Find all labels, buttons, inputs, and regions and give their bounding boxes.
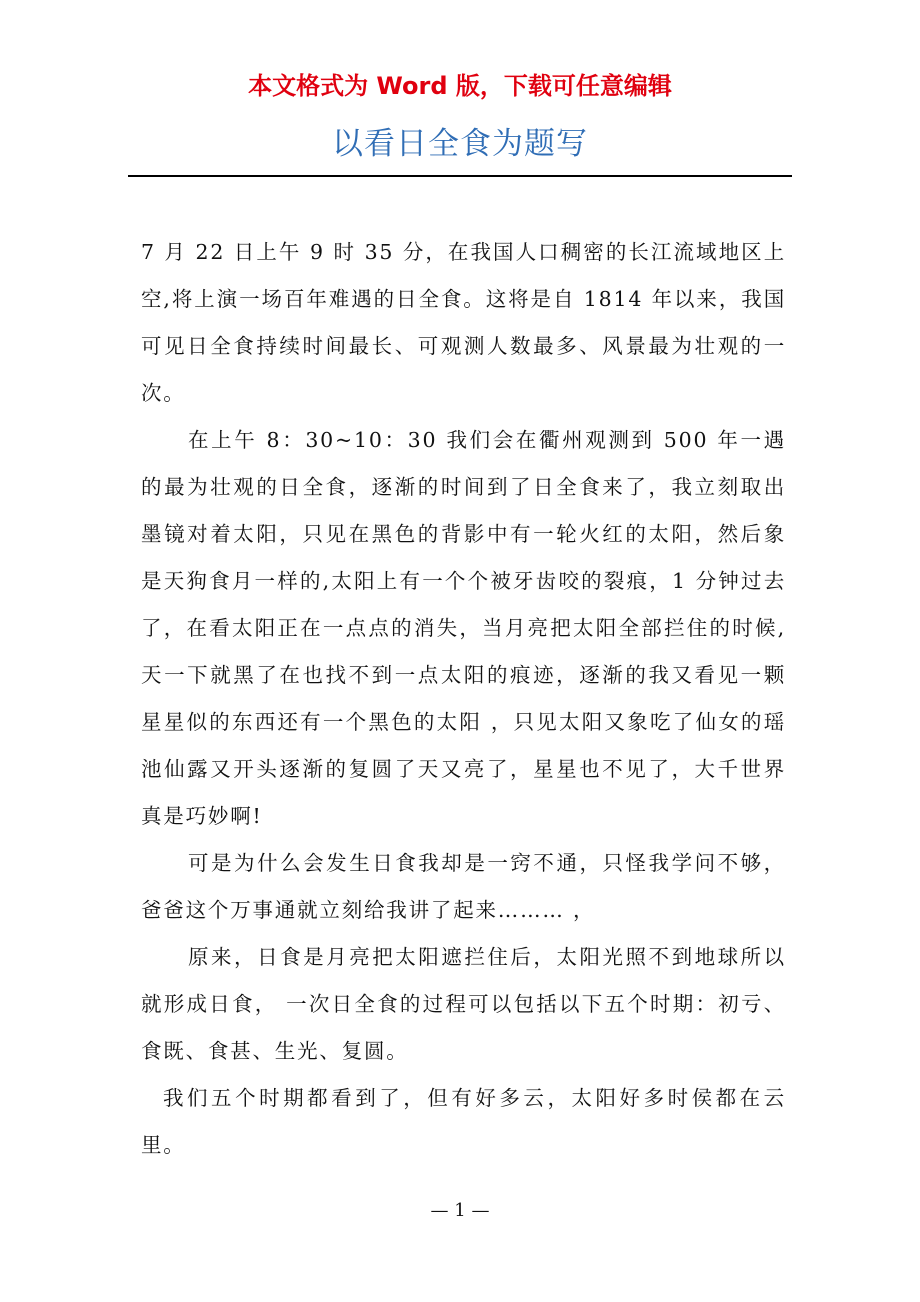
paragraph-intro: 7 月 22 日上午 9 时 35 分，在我国人口稠密的长江流域地区上空,将上演一场百年难遇的日全食。这将是自 1814 年以来，我国可见日全食持续时间最长、可观测人数最多、风景最为壮观的一次。 <box>141 240 786 405</box>
paragraph-observation: 在上午 8：30~10：30 我们会在衢州观测到 500 年一遇的最为壮观的日全食，逐渐的时间到了日全食来了，我立刻取出墨镜对着太阳，只见在黑色的背影中有一轮火红的太阳，然后象是天狗食月一样的,太阳上有一个个被牙齿咬的裂痕，1 分钟过去了，在看太阳正在一点点的消失，当月亮把太阳全部拦住的时候,天一下就黑了在也找不到一点太阳的痕迹，逐渐的我又看见一颗星星似的东西还有一个黑色的太阳 ，只见太阳又象吃了仙女的瑶池仙露又开头逐渐的复圆了天又亮了，星星也不见了，大千世界真是巧妙啊! <box>141 428 786 828</box>
document-body <box>141 229 786 1169</box>
paragraph-question: 可是为什么会发生日食我却是一窍不通，只怪我学问不够，爸爸这个万事通就立刻给我讲了起来……… ， <box>141 851 786 922</box>
title-divider <box>128 175 792 177</box>
format-notice-banner: 本文格式为 Word 版，下载可任意编辑 <box>248 72 672 100</box>
page-number: — 1 — <box>430 1200 490 1221</box>
paragraph-explanation: 原来，日食是月亮把太阳遮拦住后，太阳光照不到地球所以就形成日食， 一次日全食的过程可以包括以下五个时期：初亏、食既、食甚、生光、复圆。 <box>141 945 786 1063</box>
paragraph-conclusion: 我们五个时期都看到了，但有好多云，太阳好多时侯都在云里。 <box>141 1086 786 1157</box>
document-title: 以看日全食为题写 <box>332 126 588 162</box>
